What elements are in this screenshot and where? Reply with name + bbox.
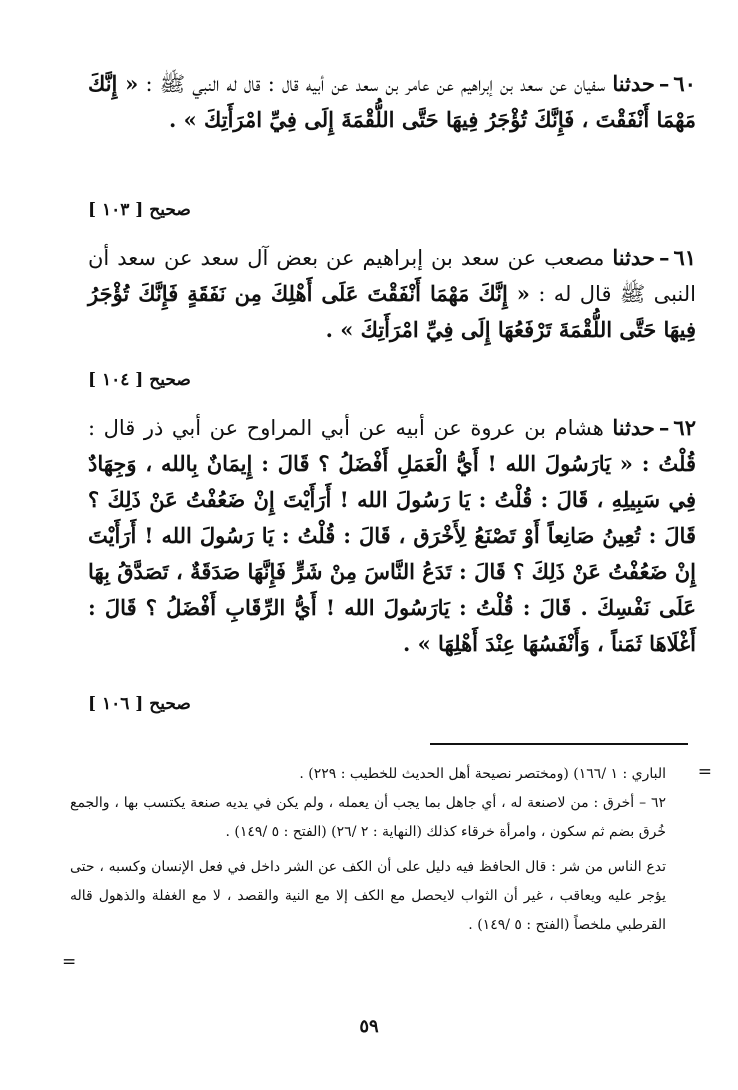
footnote-62-akhraq: ٦٢ – أخرق : من لاصنعة له ، أي جاهل بما يجب أن يعمله ، ولم يكن في يديه صنعة يكتسب بها ، والجمع خُرق بضم ثم سكون ، وامرأة خرقاء كذلك (النهاية : ٢ /٢٦) (الفتح : ٥ /١٤٩) . [70,795,666,840]
hadith-number: ٦١ [673,245,696,270]
haddathana-word: حدثنا [612,415,655,440]
hadith-61 [88,240,696,348]
haddathana-word: حدثنا [612,71,655,96]
hadith-number: ٦٠ [673,71,696,96]
hadith-62 [88,410,696,662]
hadith-matn: « إِنَّكَ مَهْمَا أَنْفَقْتَ عَلَى أَهْلِكَ مِن نَفَقَةٍ فَإِنَّكَ تُؤْجَرُ فِيهَا حَتَّى اللُّقْمَةَ تَرْفَعُهَا إِلَى فِيِّ امْرَأَتِكَ » . [88,281,696,342]
grade-103 [88,198,696,222]
grade-label: صحيح [149,200,191,220]
continuation-mark-left: = [62,952,77,972]
hadith-isnad: مصعب عن سعد بن إبراهيم عن بعض آل سعد عن سعد أن النبى ﷺ قال له : [88,246,696,306]
grade-ref: [ ١٠٤ ] [88,370,144,390]
grade-label: صحيح [149,370,191,390]
hadith-matn: قُلْتُ : « يَارَسُولَ الله ! أَيُّ الْعَمَلِ أَفْضَلُ ؟ قَالَ : إِيمَانٌ بِالله ، وَجِهَادٌ فِي سَبِيلِهِ ، قَالَ : قُلْتُ : يَا رَسُولَ الله ! أَرَأَيْتَ إِنْ ضَعُفْتُ عَنْ ذَلِكَ ؟ قَالَ : تُعِينُ صَانِعاً أَوْ تَصْنَعُ لِأَخْرَق ، قَالَ : قُلْتُ : يَا رَسُولَ الله ! أَرَأَيْتَ إِنْ ضَعُفْتُ عَنْ ذَلِكَ ؟ قَالَ : تَدَعُ النَّاسَ مِنْ شَرٍّ فَإِنَّهَا صَدَقَةٌ ، تَصَدَّقُ بِهَا عَلَى نَفْسِكَ . قَالَ : قُلْتُ : يَارَسُولَ الله ! أَيُّ الرِّقَابِ أَفْضَلُ ؟ قَالَ : أَغْلَاهَا ثَمَناً ، وَأَنْفَسُهَا عِنْدَ أَهْلِهَا » . [88,451,696,656]
footnotes [70,760,666,940]
grade-104 [88,368,696,392]
continuation-mark-right: = [697,762,712,782]
footnote-62-tada: تدع الناس من شر : قال الحافظ فيه دليل على أن الكف عن الشر داخل في فعل الإنسان وكسبه ، حتى يؤجر عليه ويعاقب ، غير أن الثواب لايحصل مع الكف إلا مع النية والقصد ، لا مع الغفلة والذهول قاله القرطبي ملخصاً (الفتح : ٥ /١٤٩) . [70,859,666,933]
hadith-matn: « إِنَّكَ مَهْمَا أَنْفَقْتَ ، فَإِنَّكَ تُؤْجَرُ فِيهَا حَتَّى اللُّقْمَةَ إِلَى فِيِّ امْرَأَتِكَ » . [88,71,696,132]
dash: – [658,71,670,96]
hadith-60 [88,66,696,138]
dash: – [658,415,670,440]
dash: – [658,245,670,270]
haddathana-word: حدثنا [612,245,655,270]
grade-ref: [ ١٠٣ ] [88,200,144,220]
grade-label: صحيح [149,694,191,714]
footnote-separator [430,743,688,745]
hadith-isnad: هشام بن عروة عن أبيه عن أبي المراوح عن أبي ذر قال : [88,416,604,440]
grade-ref: [ ١٠٦ ] [88,694,144,714]
footnote-continuation: الباري : ١ /١٦٦) (ومختصر نصيحة أهل الحديث للخطيب : ٢٢٩) . [299,766,666,782]
hadith-number: ٦٢ [673,415,696,440]
hadith-isnad: سفيان عن سعد بن إبراهيم عن عامر بن سعد عن أبيه قال : قال له النبي ﷺ : [145,72,606,96]
page-number: ٥٩ [359,1016,379,1037]
grade-106 [88,692,696,716]
